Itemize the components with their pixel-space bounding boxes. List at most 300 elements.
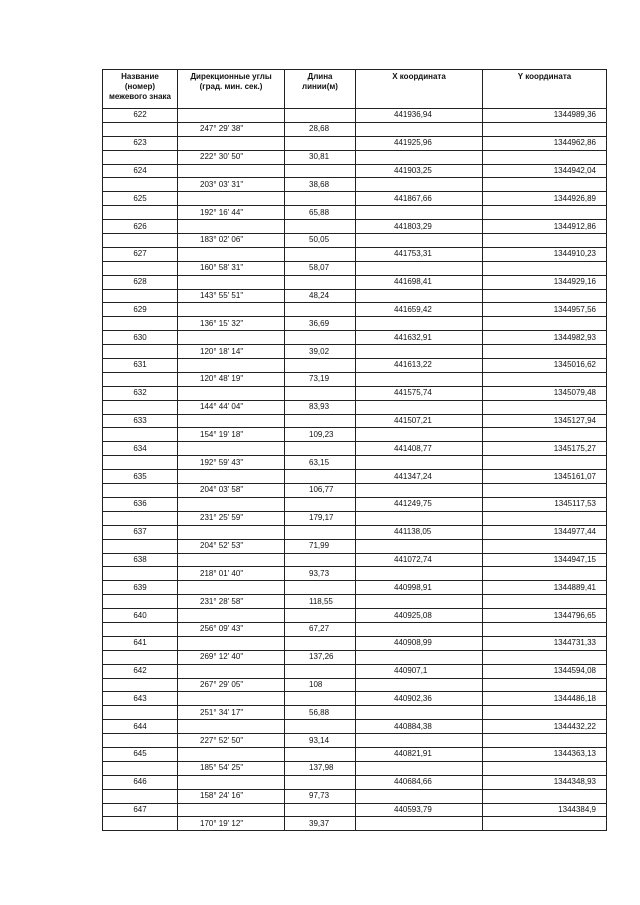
empty-cell (285, 525, 356, 539)
point-name-cell: 638 (103, 553, 178, 567)
x-coordinate-cell: 440902,36 (356, 692, 483, 706)
empty-cell (178, 497, 285, 511)
empty-cell (285, 553, 356, 567)
direction-angle-cell: 144° 44' 04" (178, 400, 285, 414)
empty-cell (178, 303, 285, 317)
empty-cell (483, 678, 607, 692)
empty-cell (103, 650, 178, 664)
table-row-segment (103, 261, 607, 275)
empty-cell (285, 803, 356, 817)
x-coordinate-cell: 441507,21 (356, 414, 483, 428)
empty-cell (103, 345, 178, 359)
point-name-cell: 631 (103, 359, 178, 373)
table-row-segment (103, 345, 607, 359)
empty-cell (356, 817, 483, 831)
empty-cell (178, 664, 285, 678)
y-coordinate-cell: 1345117,53 (483, 497, 607, 511)
line-length-cell: 48,24 (285, 289, 356, 303)
table-row-point (103, 136, 607, 150)
table-row-point (103, 247, 607, 261)
line-length-cell: 118,55 (285, 595, 356, 609)
header-x-coordinate: X координата (356, 70, 483, 109)
empty-cell (356, 289, 483, 303)
point-name-cell: 642 (103, 664, 178, 678)
empty-cell (103, 206, 178, 220)
y-coordinate-cell: 1345079,48 (483, 386, 607, 400)
empty-cell (285, 775, 356, 789)
empty-cell (178, 136, 285, 150)
table-row-point (103, 414, 607, 428)
empty-cell (103, 789, 178, 803)
x-coordinate-cell: 441632,91 (356, 331, 483, 345)
line-length-cell: 39,37 (285, 817, 356, 831)
table-row-point (103, 553, 607, 567)
table-row-point (103, 442, 607, 456)
empty-cell (103, 289, 178, 303)
table-row-segment (103, 372, 607, 386)
empty-cell (178, 636, 285, 650)
empty-cell (103, 317, 178, 331)
table-row-segment (103, 817, 607, 831)
x-coordinate-cell: 441867,66 (356, 192, 483, 206)
empty-cell (178, 692, 285, 706)
empty-cell (483, 567, 607, 581)
y-coordinate-cell: 1344348,93 (483, 775, 607, 789)
line-length-cell: 67,27 (285, 622, 356, 636)
empty-cell (483, 345, 607, 359)
table-row-point (103, 192, 607, 206)
table-body (103, 109, 607, 831)
empty-cell (103, 234, 178, 248)
empty-cell (356, 511, 483, 525)
y-coordinate-cell: 1344731,33 (483, 636, 607, 650)
empty-cell (285, 442, 356, 456)
table-row-segment (103, 706, 607, 720)
empty-cell (356, 595, 483, 609)
table-row-segment (103, 317, 607, 331)
empty-cell (285, 386, 356, 400)
empty-cell (356, 650, 483, 664)
table-row-point (103, 775, 607, 789)
empty-cell (356, 622, 483, 636)
y-coordinate-cell: 1344947,15 (483, 553, 607, 567)
line-length-cell: 30,81 (285, 150, 356, 164)
header-direction-angle: Дирекционные углы (град. мин. сек.) (178, 70, 285, 109)
empty-cell (103, 428, 178, 442)
x-coordinate-cell: 441408,77 (356, 442, 483, 456)
line-length-cell: 56,88 (285, 706, 356, 720)
table-row-segment (103, 289, 607, 303)
empty-cell (483, 372, 607, 386)
direction-angle-cell: 267° 29' 05" (178, 678, 285, 692)
line-length-cell: 28,68 (285, 122, 356, 136)
table-row-point (103, 275, 607, 289)
line-length-cell: 73,19 (285, 372, 356, 386)
line-length-cell: 137,26 (285, 650, 356, 664)
empty-cell (285, 692, 356, 706)
empty-cell (285, 331, 356, 345)
empty-cell (178, 414, 285, 428)
table-row-point (103, 386, 607, 400)
table-row-segment (103, 484, 607, 498)
empty-cell (356, 372, 483, 386)
empty-cell (483, 261, 607, 275)
empty-cell (285, 109, 356, 123)
point-name-cell: 636 (103, 497, 178, 511)
x-coordinate-cell: 440821,91 (356, 747, 483, 761)
x-coordinate-cell: 440998,91 (356, 581, 483, 595)
table-row-point (103, 497, 607, 511)
y-coordinate-cell: 1345016,62 (483, 359, 607, 373)
table-row-point (103, 803, 607, 817)
table-row-segment (103, 539, 607, 553)
empty-cell (285, 359, 356, 373)
x-coordinate-cell: 440908,99 (356, 636, 483, 650)
direction-angle-cell: 269° 12' 40" (178, 650, 285, 664)
empty-cell (285, 303, 356, 317)
direction-angle-cell: 192° 16' 44" (178, 206, 285, 220)
y-coordinate-cell: 1344957,56 (483, 303, 607, 317)
empty-cell (483, 234, 607, 248)
empty-cell (103, 484, 178, 498)
direction-angle-cell: 247° 29' 38" (178, 122, 285, 136)
table-row-segment (103, 761, 607, 775)
direction-angle-cell: 185° 54' 25" (178, 761, 285, 775)
table-row-segment (103, 622, 607, 636)
empty-cell (285, 164, 356, 178)
line-length-cell: 39,02 (285, 345, 356, 359)
empty-cell (285, 136, 356, 150)
empty-cell (483, 539, 607, 553)
empty-cell (285, 720, 356, 734)
x-coordinate-cell: 441936,94 (356, 109, 483, 123)
table-row-point (103, 720, 607, 734)
empty-cell (356, 150, 483, 164)
line-length-cell: 71,99 (285, 539, 356, 553)
y-coordinate-cell: 1344796,65 (483, 609, 607, 623)
empty-cell (178, 192, 285, 206)
empty-cell (483, 122, 607, 136)
empty-cell (285, 247, 356, 261)
empty-cell (356, 206, 483, 220)
empty-cell (483, 650, 607, 664)
header-line-length: Длина линии(м) (285, 70, 356, 109)
point-name-cell: 629 (103, 303, 178, 317)
y-coordinate-cell: 1344989,36 (483, 109, 607, 123)
empty-cell (483, 428, 607, 442)
y-coordinate-cell: 1344929,16 (483, 275, 607, 289)
y-coordinate-cell: 1345127,94 (483, 414, 607, 428)
y-coordinate-cell: 1344910,23 (483, 247, 607, 261)
y-coordinate-cell: 1344912,86 (483, 220, 607, 234)
x-coordinate-cell: 441249,75 (356, 497, 483, 511)
empty-cell (178, 109, 285, 123)
empty-cell (178, 609, 285, 623)
empty-cell (483, 622, 607, 636)
empty-cell (285, 497, 356, 511)
empty-cell (483, 289, 607, 303)
empty-cell (483, 817, 607, 831)
y-coordinate-cell: 1344977,44 (483, 525, 607, 539)
empty-cell (178, 442, 285, 456)
empty-cell (356, 678, 483, 692)
table-row-segment (103, 428, 607, 442)
line-length-cell: 179,17 (285, 511, 356, 525)
line-length-cell: 108 (285, 678, 356, 692)
x-coordinate-cell: 440925,08 (356, 609, 483, 623)
empty-cell (356, 761, 483, 775)
y-coordinate-cell: 1345175,27 (483, 442, 607, 456)
empty-cell (356, 234, 483, 248)
empty-cell (103, 372, 178, 386)
empty-cell (178, 359, 285, 373)
direction-angle-cell: 120° 18' 14" (178, 345, 285, 359)
empty-cell (178, 720, 285, 734)
line-length-cell: 50,05 (285, 234, 356, 248)
empty-cell (103, 511, 178, 525)
empty-cell (285, 414, 356, 428)
point-name-cell: 623 (103, 136, 178, 150)
x-coordinate-cell: 441753,31 (356, 247, 483, 261)
x-coordinate-cell: 441347,24 (356, 470, 483, 484)
x-coordinate-cell: 441613,22 (356, 359, 483, 373)
empty-cell (356, 122, 483, 136)
table-row-point (103, 692, 607, 706)
point-name-cell: 626 (103, 220, 178, 234)
point-name-cell: 628 (103, 275, 178, 289)
empty-cell (178, 581, 285, 595)
line-length-cell: 97,73 (285, 789, 356, 803)
empty-cell (483, 706, 607, 720)
empty-cell (356, 428, 483, 442)
point-name-cell: 637 (103, 525, 178, 539)
table-row-point (103, 359, 607, 373)
table-row-point (103, 609, 607, 623)
empty-cell (483, 150, 607, 164)
x-coordinate-cell: 440684,66 (356, 775, 483, 789)
table-row-point (103, 581, 607, 595)
point-name-cell: 645 (103, 747, 178, 761)
empty-cell (103, 734, 178, 748)
empty-cell (178, 553, 285, 567)
point-name-cell: 622 (103, 109, 178, 123)
empty-cell (178, 247, 285, 261)
table-row-segment (103, 734, 607, 748)
direction-angle-cell: 204° 52' 53" (178, 539, 285, 553)
empty-cell (103, 817, 178, 831)
direction-angle-cell: 256° 09' 43" (178, 622, 285, 636)
empty-cell (103, 539, 178, 553)
table-row-segment (103, 789, 607, 803)
empty-cell (483, 178, 607, 192)
boundary-coordinates-table (102, 69, 607, 831)
empty-cell (178, 275, 285, 289)
empty-cell (178, 470, 285, 484)
empty-cell (103, 456, 178, 470)
empty-cell (103, 261, 178, 275)
empty-cell (285, 581, 356, 595)
line-length-cell: 58,07 (285, 261, 356, 275)
x-coordinate-cell: 441698,41 (356, 275, 483, 289)
direction-angle-cell: 154° 19' 18" (178, 428, 285, 442)
empty-cell (285, 609, 356, 623)
empty-cell (178, 803, 285, 817)
direction-angle-cell: 231° 25' 59" (178, 511, 285, 525)
table-row-point (103, 664, 607, 678)
table-row-point (103, 303, 607, 317)
table-row-point (103, 747, 607, 761)
x-coordinate-cell: 441138,05 (356, 525, 483, 539)
empty-cell (178, 775, 285, 789)
header-y-coordinate: Y координата (483, 70, 607, 109)
empty-cell (483, 484, 607, 498)
empty-cell (178, 220, 285, 234)
direction-angle-cell: 222° 30' 50" (178, 150, 285, 164)
y-coordinate-cell: 1344363,13 (483, 747, 607, 761)
point-name-cell: 634 (103, 442, 178, 456)
table-row-point (103, 470, 607, 484)
header-point-name: Название (номер) межевого знака (103, 70, 178, 109)
x-coordinate-cell: 441659,42 (356, 303, 483, 317)
table-row-segment (103, 678, 607, 692)
empty-cell (483, 317, 607, 331)
point-name-cell: 632 (103, 386, 178, 400)
empty-cell (483, 400, 607, 414)
point-name-cell: 639 (103, 581, 178, 595)
direction-angle-cell: 158° 24' 16" (178, 789, 285, 803)
empty-cell (356, 178, 483, 192)
point-name-cell: 647 (103, 803, 178, 817)
table-row-segment (103, 206, 607, 220)
direction-angle-cell: 183° 02' 06" (178, 234, 285, 248)
direction-angle-cell: 251° 34' 17" (178, 706, 285, 720)
empty-cell (103, 678, 178, 692)
y-coordinate-cell: 1344432,22 (483, 720, 607, 734)
empty-cell (285, 470, 356, 484)
line-length-cell: 63,15 (285, 456, 356, 470)
empty-cell (356, 345, 483, 359)
line-length-cell: 93,14 (285, 734, 356, 748)
empty-cell (356, 456, 483, 470)
empty-cell (356, 789, 483, 803)
empty-cell (356, 261, 483, 275)
table-row-segment (103, 150, 607, 164)
y-coordinate-cell: 1344384,9 (483, 803, 607, 817)
point-name-cell: 641 (103, 636, 178, 650)
direction-angle-cell: 160° 58' 31" (178, 261, 285, 275)
empty-cell (285, 747, 356, 761)
table-row-segment (103, 456, 607, 470)
empty-cell (103, 400, 178, 414)
y-coordinate-cell: 1345161,07 (483, 470, 607, 484)
table-row-segment (103, 400, 607, 414)
x-coordinate-cell: 441903,25 (356, 164, 483, 178)
table-row-point (103, 636, 607, 650)
y-coordinate-cell: 1344889,41 (483, 581, 607, 595)
empty-cell (483, 456, 607, 470)
x-coordinate-cell: 440884,38 (356, 720, 483, 734)
table-row-segment (103, 178, 607, 192)
empty-cell (285, 220, 356, 234)
point-name-cell: 644 (103, 720, 178, 734)
empty-cell (483, 734, 607, 748)
table-row-segment (103, 567, 607, 581)
line-length-cell: 36,69 (285, 317, 356, 331)
empty-cell (178, 386, 285, 400)
y-coordinate-cell: 1344942,04 (483, 164, 607, 178)
direction-angle-cell: 204° 03' 58" (178, 484, 285, 498)
x-coordinate-cell: 440907,1 (356, 664, 483, 678)
point-name-cell: 625 (103, 192, 178, 206)
table-row-segment (103, 650, 607, 664)
table-row-segment (103, 122, 607, 136)
empty-cell (356, 706, 483, 720)
line-length-cell: 109,23 (285, 428, 356, 442)
empty-cell (483, 595, 607, 609)
point-name-cell: 630 (103, 331, 178, 345)
empty-cell (285, 636, 356, 650)
point-name-cell: 635 (103, 470, 178, 484)
point-name-cell: 640 (103, 609, 178, 623)
empty-cell (356, 567, 483, 581)
empty-cell (103, 122, 178, 136)
empty-cell (178, 525, 285, 539)
y-coordinate-cell: 1344594,08 (483, 664, 607, 678)
empty-cell (103, 178, 178, 192)
direction-angle-cell: 203° 03' 31" (178, 178, 285, 192)
empty-cell (483, 789, 607, 803)
empty-cell (178, 747, 285, 761)
line-length-cell: 38,68 (285, 178, 356, 192)
direction-angle-cell: 143° 55' 51" (178, 289, 285, 303)
point-name-cell: 643 (103, 692, 178, 706)
empty-cell (285, 192, 356, 206)
table-row-segment (103, 511, 607, 525)
y-coordinate-cell: 1344926,89 (483, 192, 607, 206)
direction-angle-cell: 231° 28' 58" (178, 595, 285, 609)
empty-cell (103, 595, 178, 609)
empty-cell (285, 664, 356, 678)
point-name-cell: 624 (103, 164, 178, 178)
line-length-cell: 65,88 (285, 206, 356, 220)
point-name-cell: 646 (103, 775, 178, 789)
point-name-cell: 633 (103, 414, 178, 428)
direction-angle-cell: 170° 19' 12" (178, 817, 285, 831)
empty-cell (483, 511, 607, 525)
empty-cell (103, 761, 178, 775)
empty-cell (356, 317, 483, 331)
table-row-point (103, 220, 607, 234)
direction-angle-cell: 136° 15' 32" (178, 317, 285, 331)
line-length-cell: 106,77 (285, 484, 356, 498)
table-row-segment (103, 595, 607, 609)
table-row-point (103, 164, 607, 178)
table-row-point (103, 525, 607, 539)
x-coordinate-cell: 441803,29 (356, 220, 483, 234)
direction-angle-cell: 120° 48' 19" (178, 372, 285, 386)
x-coordinate-cell: 441925,96 (356, 136, 483, 150)
empty-cell (103, 567, 178, 581)
empty-cell (483, 206, 607, 220)
line-length-cell: 93,73 (285, 567, 356, 581)
x-coordinate-cell: 441072,74 (356, 553, 483, 567)
empty-cell (356, 400, 483, 414)
table-row-segment (103, 234, 607, 248)
line-length-cell: 83,93 (285, 400, 356, 414)
direction-angle-cell: 192° 59' 43" (178, 456, 285, 470)
empty-cell (178, 164, 285, 178)
empty-cell (103, 150, 178, 164)
